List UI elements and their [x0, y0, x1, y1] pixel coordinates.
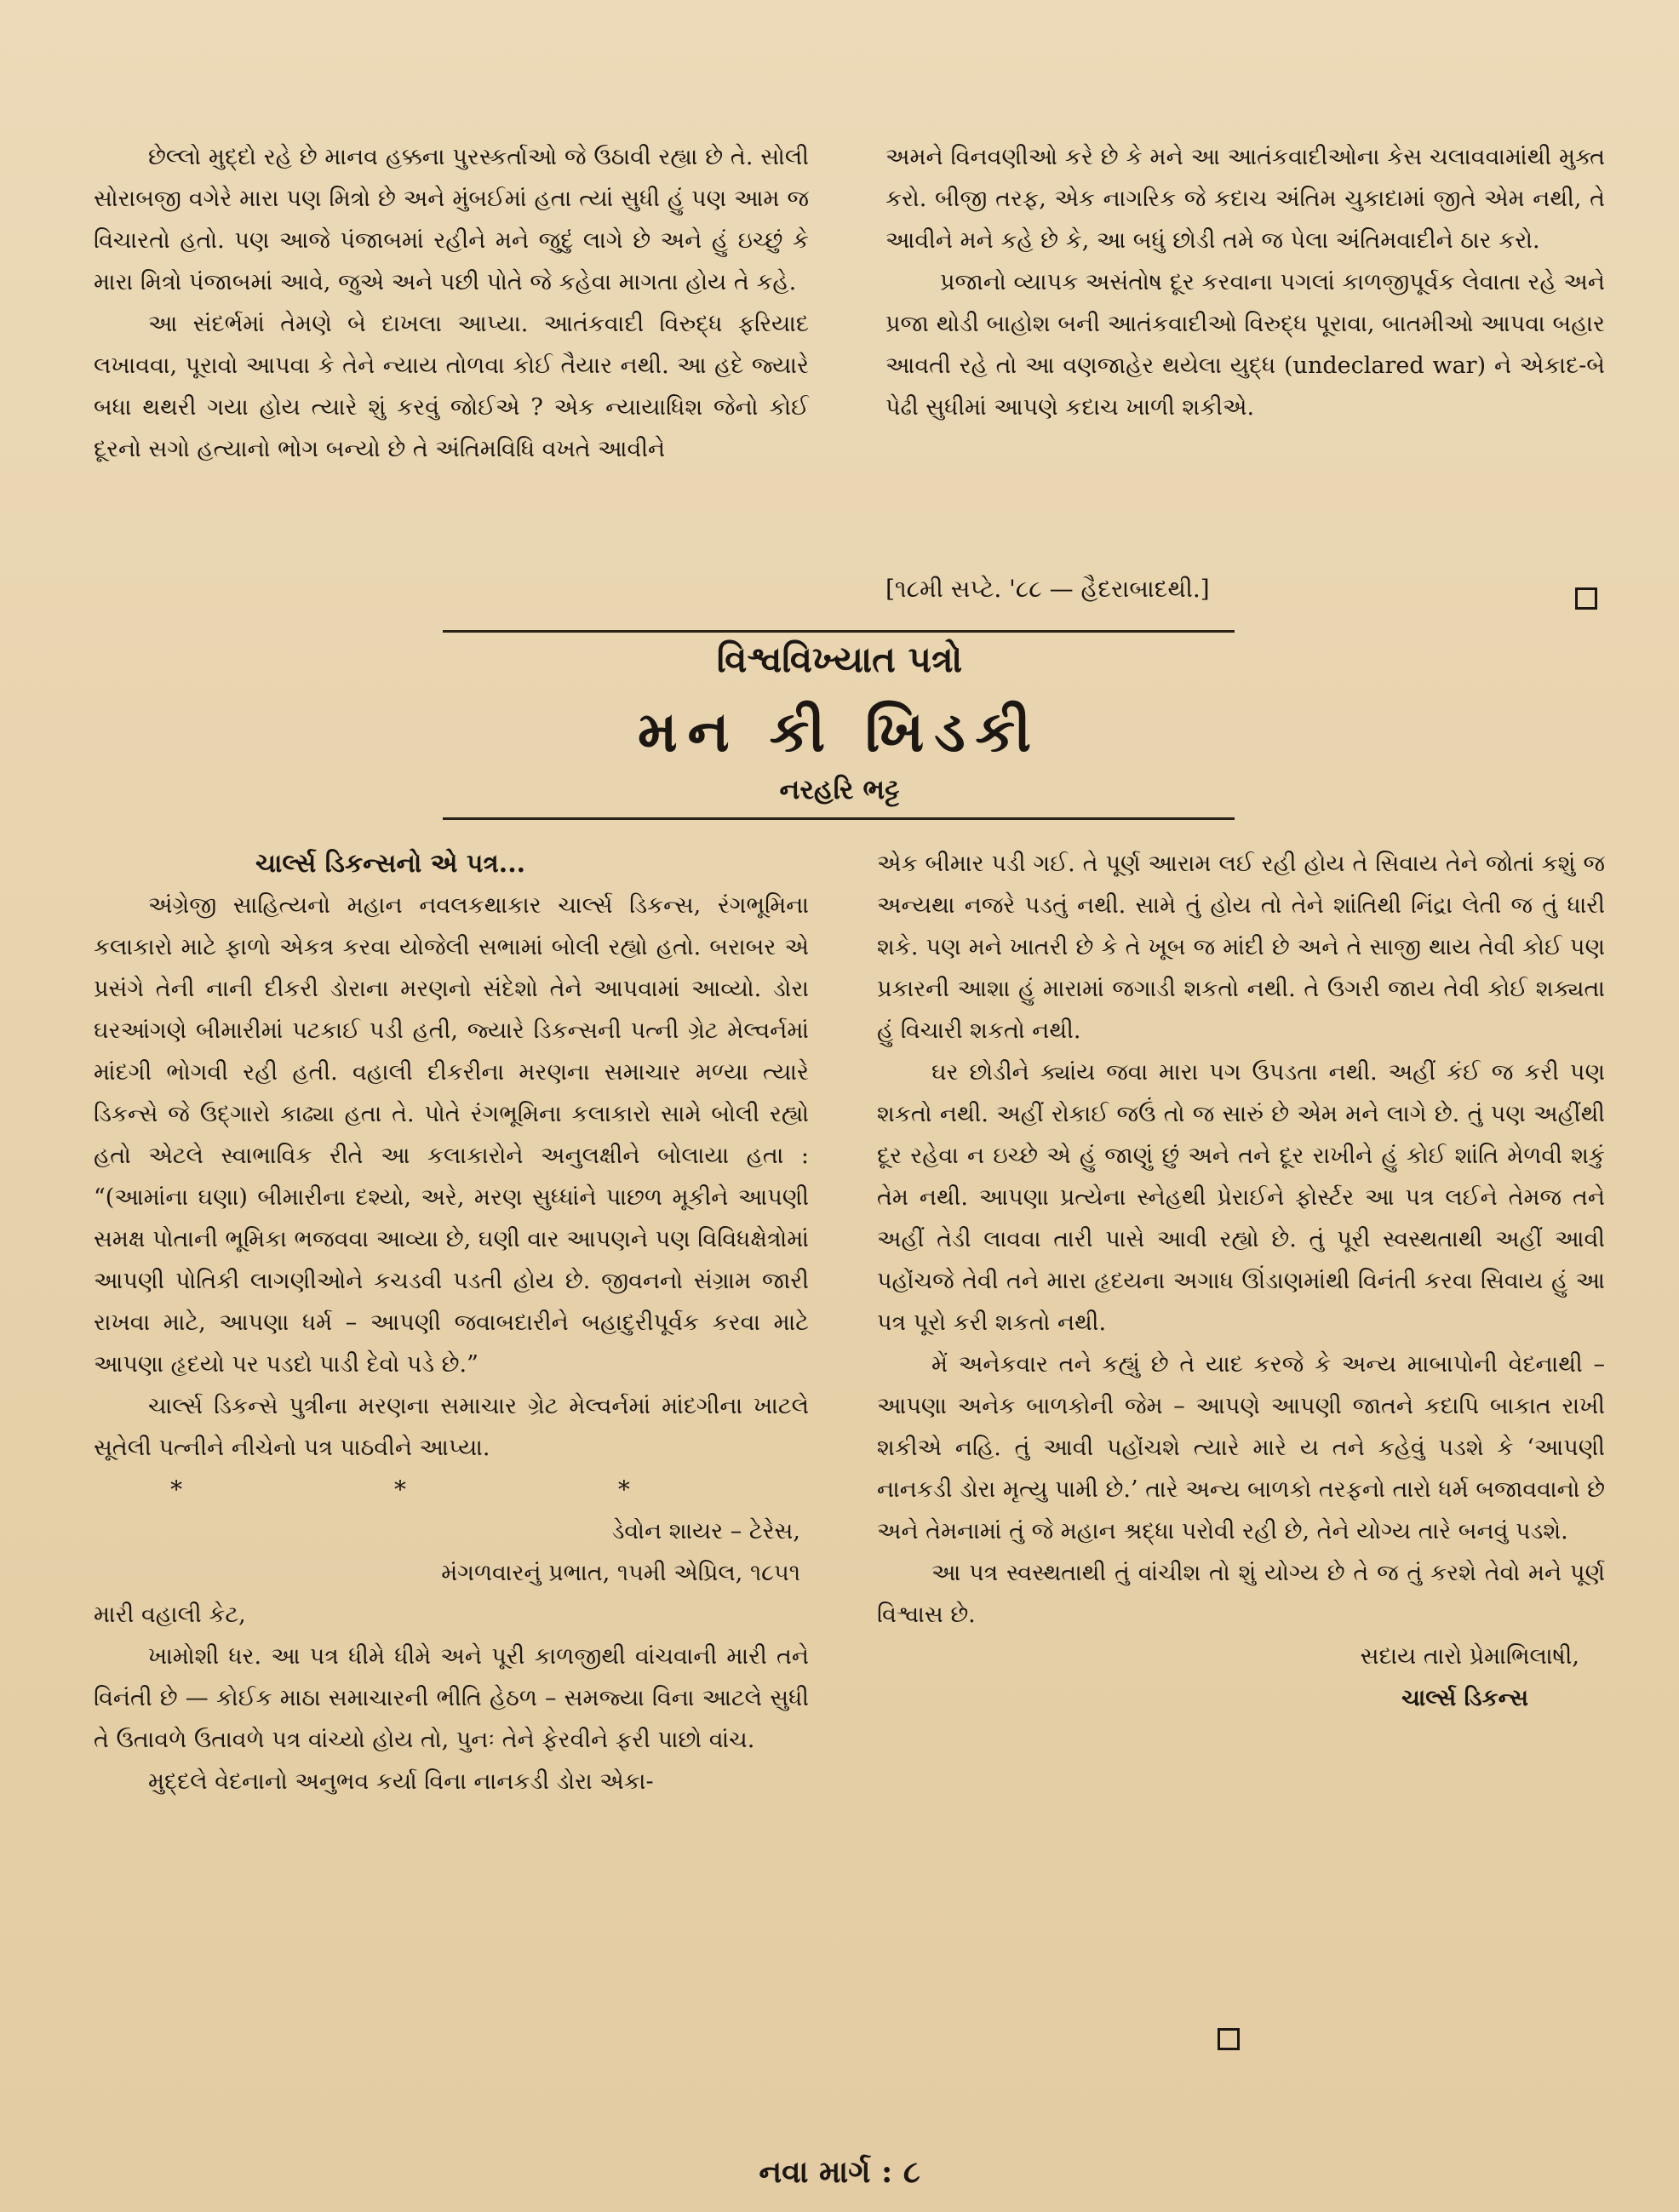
author-name: નરહરિ ભટ્ટ: [779, 773, 900, 805]
article1-left-column: [94, 136, 809, 470]
letter-body-paragraph: આ પત્ર સ્વસ્થતાથી તું વાંચીશ તો શું યોગ્ય છે તે જ તું કરશે તેવો મને પૂર્ણ વિશ્વાસ છે.: [877, 1560, 1605, 1628]
letter-closing: સદાય તારો પ્રેમાભિલાષી,: [1360, 1643, 1579, 1670]
series-heading: વિશ્વવિખ્યાત પત્રો: [716, 639, 963, 680]
article1-paragraph: પ્રજાનો વ્યાપક અસંતોષ દૂર કરવાના પગલાં કાળજીપૂર્વક લેવાતા રહે અને પ્રજા થોડી બાહોશ બની આતંકવાદીઓ વિરુદ્ધ પૂરાવા, બાતમીઓ આપવા બહાર આવતી રહે તો આ વણજાહેર થયેલા યુદ્ધ (undeclared war) ને એકાદ-બે પેઢી સુધીમાં આપણે કદાચ ખાળી શકીએ.: [885, 269, 1605, 421]
header-top-rule: [443, 630, 1235, 633]
article1-paragraph: અમને વિનવણીઓ કરે છે કે મને આ આતંકવાદીઓના કેસ ચલાવવામાંથી મુક્ત કરો. બીજી તરફ, એક નાગરિક જે કદાચ અંતિમ ચુકાદામાં જીતે એમ નથી, તે આવીને મને કહે છે કે, આ બધું છોડી તમે જ પેલા અંતિમવાદીને ઠાર કરો.: [885, 144, 1605, 254]
end-of-article-square: [1218, 2028, 1240, 2050]
section-break-stars: * * *: [170, 1476, 732, 1504]
page-footer: નવા માર્ગ : ૮: [759, 2154, 920, 2190]
letter-body-paragraph: મુદ્દલે વેદનાનો અનુભવ કર્યા વિના નાનકડી ડોરા એકા-: [148, 1768, 654, 1795]
letter-date: મંગળવારનું પ્રભાત, ૧૫મી એપ્રિલ, ૧૮૫૧: [441, 1560, 800, 1586]
end-of-article-square: [1575, 587, 1597, 610]
letter-heading: ચાર્લ્સ ડિકન્સનો એ પત્ર...: [255, 849, 526, 879]
article1-right-column: [885, 136, 1605, 428]
letter-body-paragraph: ઘર છોડીને ક્યાંય જવા મારા પગ ઉપડતા નથી. અહીં કંઈ જ કરી પણ શકતો નથી. અહીં રોકાઈ જઉં તો જ સારું છે એમ મને લાગે છે. તું પણ અહીંથી દૂર રહેવા ન ઇચ્છે એ હું જાણું છું અને તને દૂર રાખીને હું કોઈ શાંતિ મેળવી શકું તેમ નથી. આપણા પ્રત્યેના સ્નેહથી પ્રેરાઈને ફોર્સ્ટર આ પત્ર લઈને તેમજ તને અહીં તેડી લાવવા તારી પાસે આવી રહ્યો છે. તું પૂરી સ્વસ્થતાથી અહીં આવી પહોંચજે તેવી તને મારા હૃદયના અગાધ ઊંડાણમાંથી વિનંતી કરવા સિવાય હું આ પત્ર પૂરો કરી શકતો નથી.: [877, 1059, 1605, 1336]
letter-body-paragraph: ખામોશી ધર. આ પત્ર ધીમે ધીમે અને પૂરી કાળજીથી વાંચવાની મારી તને વિનંતી છે — કોઈક માઠા સમાચારની ભીતિ હેઠળ – સમજ્યા વિના આટલે સુધી તે ઉતાવળે ઉતાવળે પત્ર વાંચ્યો હોય તો, પુનઃ તેને ફેરવીને ફરી પાછો વાંચ.: [94, 1643, 809, 1753]
article-title: મન કી ખિડકી: [637, 698, 1042, 765]
letter-right-column: [877, 843, 1605, 1719]
header-bottom-rule: [443, 817, 1235, 820]
letter-intro-paragraph: અંગ્રેજી સાહિત્યનો મહાન નવલકથાકાર ચાર્લ્સ ડિકન્સ, રંગભૂમિના કલાકારો માટે ફાળો એકત્ર કરવા યોજેલી સભામાં બોલી રહ્યો હતો. બરાબર એ પ્રસંગે તેની નાની દીકરી ડોરાના મરણનો સંદેશો તેને આપવામાં આવ્યો. ડોરા ઘરઆંગણે બીમારીમાં પટકાઈ પડી હતી, જ્યારે ડિકન્સની પત્ની ગ્રેટ મેલ્વર્નમાં માંદગી ભોગવી રહી હતી. વહાલી દીકરીના મરણના સમાચાર મળ્યા ત્યારે ડિકન્સે જે ઉદ્ગારો કાઢ્યા હતા તે. પોતે રંગભૂમિના કલાકારો સામે બોલી રહ્યો હતો એટલે સ્વાભાવિક રીતે આ કલાકારોને અનુલક્ષીને બોલાયા હતા : “(આમાંના ઘણા) બીમારીના દશ્યો, અરે, મરણ સુધ્ધાંને પાછળ મૂકીને આપણી સમક્ષ પોતાની ભૂમિકા ભજવવા આવ્યા છે, ઘણી વાર આપણને પણ વિવિધક્ષેત્રોમાં આપણી પોતિકી લાગણીઓને કચડવી પડતી હોય છે. જીવનનો સંગ્રામ જારી રાખવા માટે, આપણા ધર્મ – આપણી જવાબદારીને બહાદુરીપૂર્વક કરવા માટે આપણા હૃદયો પર પડદો પાડી દેવો પડે છે.”: [94, 892, 809, 1378]
letter-salutation: મારી વહાલી કેટ,: [94, 1602, 246, 1628]
letter-body-paragraph: એક બીમાર પડી ગઈ. તે પૂર્ણ આરામ લઈ રહી હોય તે સિવાય તેને જોતાં કશું જ અન્યથા નજરે પડતું નથી. સામે તું હોય તો તેને શાંતિથી નિંદ્રા લેતી જ તું ધારી શકે. પણ મને ખાતરી છે કે તે ખૂબ જ માંદી છે અને તે સાજી થાય તેવી કોઈ પણ પ્રકારની આશા હું મારામાં જગાડી શકતો નથી. તે ઉગરી જાય તેવી કોઈ શક્યતા હું વિચારી શકતો નથી.: [877, 851, 1605, 1044]
letter-signature: ચાર્લ્સ ડિકન્સ: [1401, 1685, 1528, 1711]
letter-left-column: [94, 843, 809, 1802]
article1-date-note: [૧૮મી સપ્ટે. '૮૮ — હૈદરાબાદથી.]: [885, 575, 1210, 603]
letter-address: ડેવોન શાયર – ટેરેસ,: [611, 1518, 800, 1544]
article1-paragraph: આ સંદર્ભમાં તેમણે બે દાખલા આપ્યા. આતંકવાદી વિરુદ્ધ ફરિયાદ લખાવવા, પૂરાવો આપવા કે તેને ન્યાય તોળવા કોઈ તૈયાર નથી. આ હદે જ્યારે બધા થથરી ગયા હોય ત્યારે શું કરવું જોઈએ ? એક ન્યાયાધિશ જેનો કોઈ દૂરનો સગો હત્યાનો ભોગ બન્યો છે તે અંતિમવિધિ વખતે આવીને: [94, 311, 809, 462]
article1-paragraph: છેલ્લો મુદ્દો રહે છે માનવ હક્કના પુરસ્કર્તાઓ જે ઉઠાવી રહ્યા છે તે. સોલી સોરાબજી વગેરે મારા પણ મિત્રો છે અને મુંબઈમાં હતા ત્યાં સુધી હું પણ આમ જ વિચારતો હતો. પણ આજે પંજાબમાં રહીને મને જુદું લાગે છે અને હું ઇચ્છું કે મારા મિત્રો પંજાબમાં આવે, જુએ અને પછી પોતે જે કહેવા માગતા હોય તે કહે.: [94, 144, 809, 295]
letter-body-paragraph: મેં અનેકવાર તને કહ્યું છે તે યાદ કરજે કે અન્ય માબાપોની વેદનાથી – આપણા અનેક બાળકોની જેમ – આપણે આપણી જાતને કદાપિ બાકાત રાખી શકીએ નહિ. તું આવી પહોંચશે ત્યારે મારે ય તને કહેવું પડશે કે ‘આપણી નાનકડી ડોરા મૃત્યુ પામી છે.’ તારે અન્ય બાળકો તરફનો તારો ધર્મ બજાવવાનો છે અને તેમનામાં તું જે મહાન શ્રદ્ધા પરોવી રહી છે, તેને યોગ્ય તારે બનવું પડશે.: [877, 1351, 1605, 1544]
letter-intro-paragraph: ચાર્લ્સ ડિકન્સે પુત્રીના મરણના સમાચાર ગ્રેટ મેલ્વર્નમાં માંદગીના ખાટલે સૂતેલી પત્નીને નીચેનો પત્ર પાઠવીને આપ્યા.: [94, 1393, 809, 1461]
